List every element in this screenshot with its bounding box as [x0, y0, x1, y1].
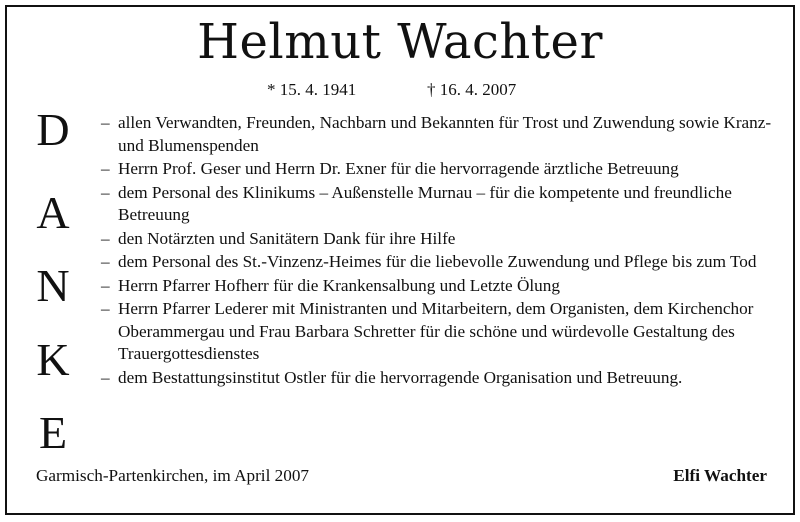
item-dash: – — [101, 182, 110, 202]
life-dates — [0, 80, 800, 100]
signature-name: Elfi Wachter — [673, 466, 767, 485]
list-item — [101, 228, 776, 251]
place-date: Garmisch-Partenkirchen, im April 2007 — [36, 466, 310, 485]
item-dash: – — [101, 159, 110, 178]
item-dash: – — [101, 228, 110, 248]
danke-letter-n: N — [36, 260, 70, 311]
danke-letter-e: E — [38, 407, 68, 458]
birth-date: * 15. 4. 1941 — [267, 80, 357, 99]
list-item — [101, 298, 776, 366]
death-date: † 16. 4. 2007 — [427, 80, 517, 99]
item-dash: – — [101, 113, 110, 132]
list-item — [101, 251, 776, 274]
item-dash: – — [101, 299, 110, 318]
danke-letter-a: A — [36, 187, 70, 238]
item-text: Herrn Pfarrer Hofherr für die Krankensalbung und Letzte Ölung — [118, 275, 560, 295]
danke-letter-k: K — [36, 334, 70, 385]
item-text: den Notärzten und Sanitätern Dank für ihre Hilfe — [118, 228, 456, 248]
item-text: Herrn Prof. Geser und Herrn Dr. Exner für die hervorragende ärztliche Betreuung — [118, 159, 679, 178]
list-item — [101, 112, 776, 157]
list-item — [101, 367, 776, 390]
item-text: dem Personal des St.-Vinzenz-Heimes für die liebevolle Zuwendung und Pflege bis zum Tod — [118, 252, 757, 271]
deceased-name: Helmut Wachter — [197, 14, 603, 70]
danke-letter-d: D — [36, 104, 70, 155]
item-text: dem Personal des Klinikums – Außenstelle Murnau – für die kompetente und freundliche Betreuung — [118, 182, 732, 224]
item-text: dem Bestattungsinstitut Ostler für die hervorragende Organisation und Betreuung. — [118, 367, 683, 387]
item-dash: – — [101, 252, 110, 271]
list-item — [101, 182, 776, 227]
item-dash: – — [101, 367, 110, 387]
list-item — [101, 275, 776, 298]
item-dash: – — [101, 275, 110, 295]
list-item — [101, 158, 776, 181]
danke-vertical-word — [28, 104, 78, 458]
item-text: allen Verwandten, Freunden, Nachbarn und Bekannten für Trost und Zuwendung sowie Kranz- und Blumenspenden — [118, 113, 772, 155]
item-text: Herrn Pfarrer Lederer mit Ministranten und Mitarbeitern, dem Organisten, dem Kirchenchor Oberammergau und Frau Barbara Schretter für die schöne und würdevolle Gestaltung des Trauergottesdienstes — [118, 299, 754, 363]
thanks-list — [101, 112, 776, 390]
